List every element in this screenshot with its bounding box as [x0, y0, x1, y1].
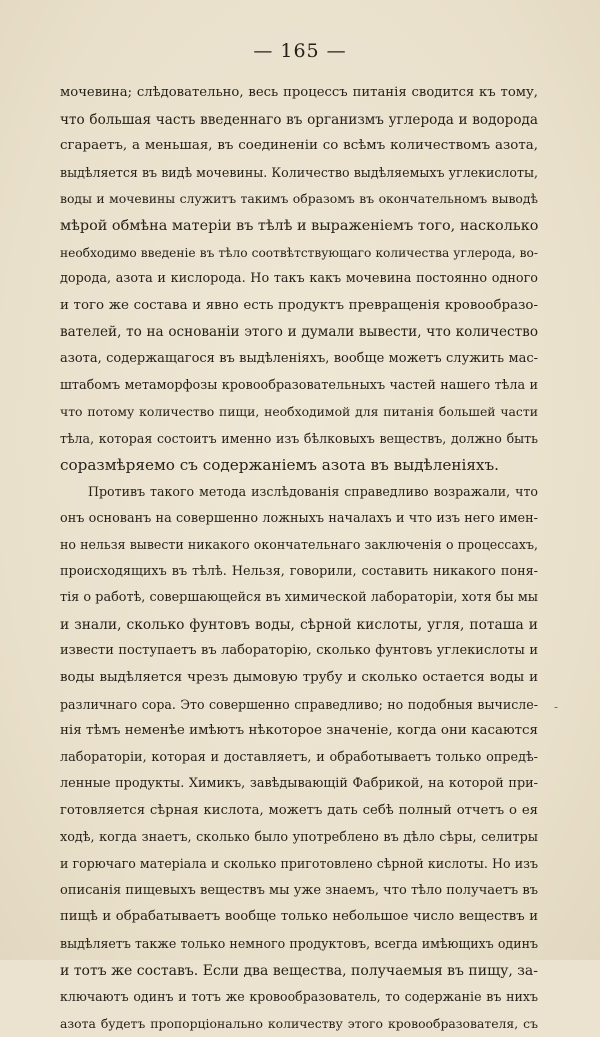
text-line: воды выдѣляется чрезъ дымовую трубу и сколько остается воды и	[60, 670, 538, 686]
text-line: и знали, сколько фунтовъ воды, сѣрной кислоты, угля, поташа и	[60, 616, 538, 633]
text-line: различнаго сора. Это совершенно справедливо; но подобныя вычисле-	[60, 696, 538, 712]
text-line: ленные продукты. Химикъ, завѣдывающій Фабрикой, на которой при-	[60, 776, 538, 792]
text-line: извести поступаетъ въ лабораторію, сколько фунтовъ углекислоты и	[60, 643, 538, 659]
text-line: готовляется сѣрная кислота, можетъ дать себѣ полный отчетъ о ея	[60, 803, 538, 819]
margin-mark: -	[554, 700, 559, 714]
text-line: что большая часть введеннаго въ организмъ углерода и водорода	[60, 111, 538, 128]
text-line: азота будетъ пропорціонально количеству этого кровообразователя, съ	[60, 1015, 538, 1031]
text-line: и тотъ же составъ. Если два вещества, получаемыя въ пищу, за-	[60, 962, 538, 979]
text-line: онъ основанъ на совершенно ложныхъ началахъ и что изъ него имен-	[60, 510, 538, 526]
text-line: дорода, азота и кислорода. Но такъ какъ мочевина постоянно одного	[60, 271, 538, 287]
text-line: выдѣляется въ видѣ мочевины. Количество выдѣляемыхъ углекислоты,	[60, 164, 538, 180]
text-line: что потому количество пищи, необходимой для питанія большей части	[60, 404, 538, 420]
text-line: воды и мочевины служитъ такимъ образомъ въ окончательномъ выводѣ	[60, 191, 538, 207]
text-line: лабораторіи, которая и доставляетъ, и обработываетъ только опредѣ-	[60, 749, 538, 765]
text-line: и того же состава и явно есть продуктъ превращенія кровообразо-	[60, 297, 538, 313]
text-line: и горючаго матеріала и сколько приготовлено сѣрной кислоты. Но изъ	[60, 856, 538, 872]
text-line: азота, содержащагося въ выдѣленіяхъ, вообще можетъ служить мас-	[60, 350, 538, 366]
text-line: происходящихъ въ тѣлѣ. Нельзя, говорили, составить никакого поня-	[60, 563, 538, 579]
page-number: — 165 —	[253, 40, 347, 62]
text-line: необходимо введеніе въ тѣло соотвѣтствующаго количества углерода, во-	[60, 245, 538, 260]
text-line: ключаютъ одинъ и тотъ же кровообразователь, то содержаніе въ нихъ	[60, 989, 538, 1005]
text-line: вателей, то на основаніи этого и думали вывести, что количество	[60, 324, 538, 341]
body-text	[60, 80, 538, 1037]
text-line: тѣла, которая состоитъ именно изъ бѣлковыхъ веществъ, должно быть	[60, 430, 538, 446]
text-line: нія тѣмъ неменѣе имѣютъ нѣкоторое значеніе, когда они касаются	[60, 723, 538, 739]
text-line: но нельзя вывести никакого окончательнаго заключенія о процессахъ,	[60, 537, 538, 553]
text-line: описанія пищевыхъ веществъ мы уже знаемъ, что тѣло получаетъ въ	[60, 882, 538, 898]
text-line: мѣрой обмѣна матеріи въ тѣлѣ и выраженіемъ того, насколько	[60, 217, 538, 234]
text-line: штабомъ метаморфозы кровообразовательныхъ частей нашего тѣла и	[60, 377, 538, 393]
text-line: сгараетъ, а меньшая, въ соединеніи со всѣмъ количествомъ азота,	[60, 138, 538, 154]
text-line: Противъ такого метода изслѣдованія справедливо возражали, что	[88, 483, 538, 499]
text-line: тія о работѣ, совершающейся въ химической лабораторіи, хотя бы мы	[60, 590, 538, 606]
text-line: ходѣ, когда знаетъ, сколько было употреблено въ дѣло сѣры, селитры	[60, 829, 538, 845]
text-line: мочевина; слѣдовательно, весь процессъ питанія сводится къ тому,	[60, 85, 538, 100]
text-line: пищѣ и обрабатываетъ вообще только небольшое число веществъ и	[60, 909, 538, 925]
text-line: выдѣляетъ также только немного продуктовъ, всегда имѣющихъ одинъ	[60, 936, 538, 951]
text-line: соразмѣряемо съ содержаніемъ азота въ выдѣленіяхъ.	[60, 456, 499, 475]
